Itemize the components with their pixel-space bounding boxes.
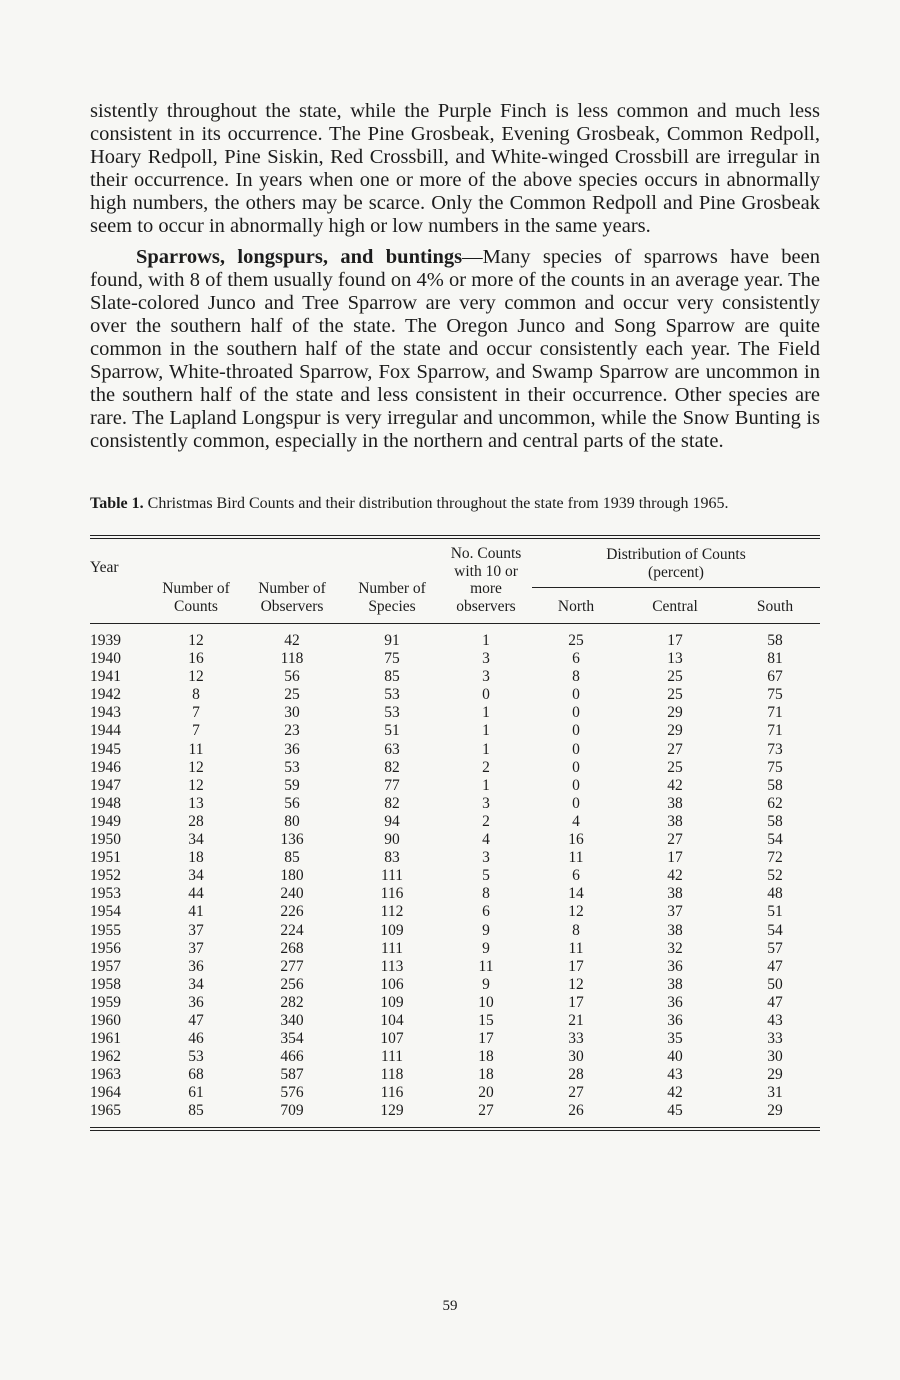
table-row: [90, 813, 820, 831]
table-row: [90, 940, 820, 958]
cell-ten-plus: 3: [482, 794, 490, 812]
cell-north: 4: [572, 812, 580, 830]
header-south: South: [756, 597, 794, 615]
cell-species: 75: [384, 650, 400, 668]
cell-ten-plus: 9: [482, 921, 490, 939]
cell-counts: 34: [188, 831, 204, 849]
cell-ten-plus: 9: [482, 975, 490, 993]
header-ten-plus: No. Counts with 10 or more observers: [450, 545, 522, 615]
cell-central: 38: [667, 794, 683, 812]
table-row: [90, 1102, 820, 1126]
table-row: [90, 1066, 820, 1084]
cell-observers: 56: [284, 668, 300, 686]
cell-counts: 44: [188, 885, 204, 903]
cell-year: 1955: [90, 921, 121, 939]
cell-species: 107: [380, 1030, 404, 1048]
cell-counts: 8: [192, 686, 200, 704]
cell-species: 91: [344, 624, 440, 651]
cell-central: 38: [667, 812, 683, 830]
cell-south: 47: [767, 993, 783, 1011]
cell-species: 82: [384, 758, 400, 776]
cell-observers: 709: [280, 1102, 304, 1120]
cell-observers: 136: [280, 831, 304, 849]
table-row: [90, 795, 820, 813]
cell-north: 0: [572, 794, 580, 812]
cell-central: 35: [667, 1030, 683, 1048]
cell-species: 77: [384, 776, 400, 794]
cell-observers: 340: [280, 1011, 304, 1029]
cell-species: 104: [380, 1011, 404, 1029]
cell-counts: 36: [188, 993, 204, 1011]
cell-south: 73: [767, 740, 783, 758]
cell-central: 36: [667, 957, 683, 975]
cell-south: 52: [767, 867, 783, 885]
cell-ten-plus: 5: [482, 867, 490, 885]
cell-year: 1953: [90, 885, 121, 903]
cell-observers: 42: [240, 624, 344, 651]
table-caption: [90, 495, 820, 513]
cell-south: 54: [767, 921, 783, 939]
cell-ten-plus: 10: [478, 993, 494, 1011]
cell-counts: 16: [188, 650, 204, 668]
cell-ten-plus: 1: [482, 704, 490, 722]
cell-south: 71: [767, 704, 783, 722]
cell-year: 1954: [90, 903, 121, 921]
cell-north: 28: [568, 1066, 584, 1084]
cell-year: 1952: [90, 867, 121, 885]
table-body: [90, 624, 820, 1127]
cell-observers: 240: [280, 885, 304, 903]
cell-year: 1949: [90, 812, 121, 830]
cell-year: 1964: [90, 1084, 121, 1102]
cell-species: 53: [384, 704, 400, 722]
cell-observers: 226: [280, 903, 304, 921]
cell-central: 29: [667, 722, 683, 740]
cell-central: 27: [667, 831, 683, 849]
cell-ten-plus: 2: [482, 758, 490, 776]
cell-year: 1956: [90, 939, 121, 957]
paragraph-finches: [90, 100, 820, 238]
cell-south: 81: [767, 650, 783, 668]
header-north: North: [557, 597, 595, 615]
cell-year: 1958: [90, 975, 121, 993]
table-row: [90, 741, 820, 759]
cell-year: 1965: [90, 1102, 121, 1120]
cell-observers: 256: [280, 975, 304, 993]
cell-year: 1945: [90, 740, 121, 758]
table-row: [90, 668, 820, 686]
cell-counts: 47: [188, 1011, 204, 1029]
cell-counts: 7: [192, 722, 200, 740]
cell-counts: 34: [188, 975, 204, 993]
cell-counts: 11: [188, 740, 204, 758]
cell-central: 25: [667, 668, 683, 686]
cell-ten-plus: 17: [478, 1030, 494, 1048]
cell-central: 36: [667, 993, 683, 1011]
cell-south: 48: [767, 885, 783, 903]
table-row: [90, 686, 820, 704]
page-content: [90, 100, 820, 1131]
cell-ten-plus: 0: [482, 686, 490, 704]
cell-observers: 56: [284, 794, 300, 812]
cell-south: 58: [767, 776, 783, 794]
cell-central: 42: [667, 1084, 683, 1102]
cell-ten-plus: 18: [478, 1066, 494, 1084]
cell-central: 38: [667, 921, 683, 939]
table-caption-label: Table 1.: [90, 495, 144, 512]
cell-species: 129: [380, 1102, 404, 1120]
cell-species: 83: [384, 849, 400, 867]
table-row: [90, 976, 820, 994]
cell-north: 33: [568, 1030, 584, 1048]
header-observers: Number of Observers: [258, 580, 326, 615]
cell-south: 54: [767, 831, 783, 849]
cell-south: 58: [730, 624, 820, 651]
cell-observers: 85: [284, 849, 300, 867]
cell-south: 31: [767, 1084, 783, 1102]
cell-south: 43: [767, 1011, 783, 1029]
cell-year: 1962: [90, 1048, 121, 1066]
cell-ten-plus: 1: [482, 740, 490, 758]
cell-year: 1961: [90, 1030, 121, 1048]
cell-species: 109: [380, 921, 404, 939]
table-row: [90, 1030, 820, 1048]
cell-ten-plus: 20: [478, 1084, 494, 1102]
cell-south: 62: [767, 794, 783, 812]
cell-north: 11: [568, 849, 584, 867]
table-row: [90, 831, 820, 849]
cell-counts: 28: [188, 812, 204, 830]
cell-central: 13: [667, 650, 683, 668]
cell-year: 1940: [90, 650, 121, 668]
cell-year: 1950: [90, 831, 121, 849]
cell-central: 29: [667, 704, 683, 722]
cell-ten-plus: 15: [478, 1011, 494, 1029]
cell-observers: 466: [280, 1048, 304, 1066]
table-row: [90, 994, 820, 1012]
table-bottom-rule: [90, 1127, 820, 1131]
table-row: [90, 922, 820, 940]
table-row: [90, 1012, 820, 1030]
cell-north: 0: [572, 758, 580, 776]
cell-observers: 23: [284, 722, 300, 740]
cell-ten-plus: 2: [482, 812, 490, 830]
cell-north: 17: [568, 957, 584, 975]
paragraph-text: sistently throughout the state, while the Purple Finch is less common and much less consistent in its occurrence. The Pine Grosbeak, Evening Grosbeak, Common Redpoll, Hoary Redpoll, Pine Siskin, Red Crossbill, and White-winged Crossbill are irregular in their occurrence. In years when one or more of the above species occurs in abnormally high numbers, the others may be scarce. Only the Common Redpoll and Pine Grosbeak seem to occur in abnormally high or low numbers in the same years.: [90, 100, 820, 237]
cell-central: 45: [667, 1102, 683, 1120]
cell-ten-plus: 1: [440, 624, 532, 651]
cell-south: 75: [767, 758, 783, 776]
cell-year: 1946: [90, 758, 121, 776]
cell-year: 1947: [90, 776, 121, 794]
cell-species: 51: [384, 722, 400, 740]
cell-species: 82: [384, 794, 400, 812]
cell-ten-plus: 8: [482, 885, 490, 903]
cell-north: 0: [572, 704, 580, 722]
cell-species: 116: [380, 1084, 404, 1102]
header-year: Year: [90, 559, 119, 576]
cell-year: 1939: [90, 624, 152, 651]
cell-ten-plus: 1: [482, 776, 490, 794]
cell-year: 1941: [90, 668, 121, 686]
table-row: [90, 722, 820, 740]
cell-north: 8: [572, 668, 580, 686]
cell-observers: 282: [280, 993, 304, 1011]
cell-ten-plus: 1: [482, 722, 490, 740]
table-row: [90, 867, 820, 885]
cell-species: 111: [380, 1048, 404, 1066]
cell-ten-plus: 3: [482, 668, 490, 686]
cell-north: 12: [568, 903, 584, 921]
header-distribution: Distribution of Counts (percent): [532, 539, 820, 588]
cell-ten-plus: 11: [478, 957, 494, 975]
cell-north: 25: [532, 624, 620, 651]
cell-counts: 37: [188, 939, 204, 957]
cell-north: 0: [572, 776, 580, 794]
cell-north: 8: [572, 921, 580, 939]
page-number: 59: [442, 1298, 458, 1314]
cell-year: 1951: [90, 849, 121, 867]
cell-year: 1963: [90, 1066, 121, 1084]
cell-observers: 36: [284, 740, 300, 758]
paragraph-lead: Sparrows, longspurs, and buntings: [136, 246, 463, 268]
cell-south: 33: [767, 1030, 783, 1048]
table-row: [90, 849, 820, 867]
cell-observers: 277: [280, 957, 304, 975]
cell-species: 53: [384, 686, 400, 704]
cell-ten-plus: 3: [482, 849, 490, 867]
cell-south: 67: [767, 668, 783, 686]
cell-year: 1960: [90, 1011, 121, 1029]
cell-counts: 46: [188, 1030, 204, 1048]
cell-species: 85: [384, 668, 400, 686]
cell-north: 14: [568, 885, 584, 903]
table-row: [90, 759, 820, 777]
header-counts: Number of Counts: [162, 580, 230, 615]
cell-year: 1957: [90, 957, 121, 975]
table-row: [90, 1048, 820, 1066]
cell-counts: 34: [188, 867, 204, 885]
cell-central: 43: [667, 1066, 683, 1084]
cell-ten-plus: 18: [478, 1048, 494, 1066]
cell-south: 71: [767, 722, 783, 740]
table-row: [90, 885, 820, 903]
cell-ten-plus: 3: [482, 650, 490, 668]
cell-south: 30: [767, 1048, 783, 1066]
cell-observers: 354: [280, 1030, 304, 1048]
cell-species: 113: [380, 957, 404, 975]
cell-south: 50: [767, 975, 783, 993]
cell-species: 90: [384, 831, 400, 849]
cell-observers: 118: [280, 650, 304, 668]
cell-observers: 80: [284, 812, 300, 830]
cell-species: 116: [380, 885, 404, 903]
cell-central: 17: [620, 624, 730, 651]
cell-year: 1943: [90, 704, 121, 722]
cell-south: 58: [767, 812, 783, 830]
cell-south: 29: [767, 1066, 783, 1084]
cell-counts: 68: [188, 1066, 204, 1084]
cell-central: 27: [667, 740, 683, 758]
cell-central: 42: [667, 867, 683, 885]
cell-year: 1942: [90, 686, 121, 704]
cell-central: 32: [667, 939, 683, 957]
cell-observers: 30: [284, 704, 300, 722]
cell-species: 106: [380, 975, 404, 993]
cell-year: 1944: [90, 722, 121, 740]
cell-counts: 12: [152, 624, 240, 651]
cell-species: 111: [380, 939, 404, 957]
cell-counts: 37: [188, 921, 204, 939]
cell-counts: 18: [188, 849, 204, 867]
cell-observers: 25: [284, 686, 300, 704]
data-table-wrapper: [90, 535, 820, 1131]
cell-observers: 268: [280, 939, 304, 957]
cell-central: 17: [667, 849, 683, 867]
cell-year: 1959: [90, 993, 121, 1011]
cell-north: 26: [568, 1102, 584, 1120]
cell-north: 11: [568, 939, 584, 957]
cell-species: 118: [380, 1066, 404, 1084]
cell-central: 38: [667, 975, 683, 993]
paragraph-sparrows: [90, 246, 820, 453]
cell-north: 12: [568, 975, 584, 993]
cell-counts: 53: [188, 1048, 204, 1066]
cell-observers: 576: [280, 1084, 304, 1102]
cell-species: 112: [380, 903, 404, 921]
cell-north: 0: [572, 686, 580, 704]
cell-north: 16: [568, 831, 584, 849]
table-row: [90, 650, 820, 668]
cell-counts: 12: [188, 758, 204, 776]
table-row: [90, 624, 820, 651]
header-central: Central: [652, 597, 698, 615]
cell-counts: 85: [188, 1102, 204, 1120]
cell-south: 75: [767, 686, 783, 704]
table-row: [90, 903, 820, 921]
table-row: [90, 704, 820, 722]
cell-south: 29: [767, 1102, 783, 1120]
cell-species: 63: [384, 740, 400, 758]
cell-observers: 59: [284, 776, 300, 794]
cell-north: 6: [572, 867, 580, 885]
cell-counts: 61: [188, 1084, 204, 1102]
table-row: [90, 958, 820, 976]
cell-north: 27: [568, 1084, 584, 1102]
cell-ten-plus: 27: [478, 1102, 494, 1120]
cell-central: 37: [667, 903, 683, 921]
cell-counts: 41: [188, 903, 204, 921]
cell-ten-plus: 9: [482, 939, 490, 957]
cell-ten-plus: 6: [482, 903, 490, 921]
cell-north: 0: [572, 740, 580, 758]
cell-south: 72: [767, 849, 783, 867]
cell-ten-plus: 4: [482, 831, 490, 849]
cell-central: 25: [667, 686, 683, 704]
cell-year: 1948: [90, 794, 121, 812]
cell-north: 17: [568, 993, 584, 1011]
cell-central: 36: [667, 1011, 683, 1029]
cell-south: 57: [767, 939, 783, 957]
cell-central: 40: [667, 1048, 683, 1066]
cell-central: 42: [667, 776, 683, 794]
cell-counts: 7: [192, 704, 200, 722]
cell-north: 21: [568, 1011, 584, 1029]
cell-species: 111: [380, 867, 404, 885]
cell-counts: 12: [188, 776, 204, 794]
cell-central: 38: [667, 885, 683, 903]
cell-counts: 36: [188, 957, 204, 975]
cell-south: 51: [767, 903, 783, 921]
table-row: [90, 1084, 820, 1102]
cell-north: 6: [572, 650, 580, 668]
table-caption-text: Christmas Bird Counts and their distribution throughout the state from 1939 through 1965.: [147, 495, 729, 512]
table-row: [90, 777, 820, 795]
cell-north: 30: [568, 1048, 584, 1066]
cell-counts: 12: [188, 668, 204, 686]
cell-observers: 587: [280, 1066, 304, 1084]
cell-observers: 224: [280, 921, 304, 939]
cell-south: 47: [767, 957, 783, 975]
header-species: Number of Species: [358, 580, 426, 615]
cell-observers: 53: [284, 758, 300, 776]
cell-species: 109: [380, 993, 404, 1011]
cell-species: 94: [384, 812, 400, 830]
data-table: [90, 539, 820, 1127]
cell-north: 0: [572, 722, 580, 740]
cell-counts: 13: [188, 794, 204, 812]
paragraph-text: —Many species of sparrows have been found, with 8 of them usually found on 4% or more of the counts in an average year. The Slate-colored Junco and Tree Sparrow are very common and occur very consistently over the southern half of the state. The Oregon Junco and Song Sparrow are quite common in the southern half of the state and occur consistently each year. The Field Sparrow, White-throated Sparrow, Fox Sparrow, and Swamp Sparrow are uncommon in the southern half of the state and less consistent in their occurrence. Other species are rare. The Lapland Longspur is very irregular and uncommon, while the Snow Bunting is consistently common, especially in the northern and central parts of the state.: [90, 246, 820, 452]
cell-observers: 180: [280, 867, 304, 885]
cell-central: 25: [667, 758, 683, 776]
